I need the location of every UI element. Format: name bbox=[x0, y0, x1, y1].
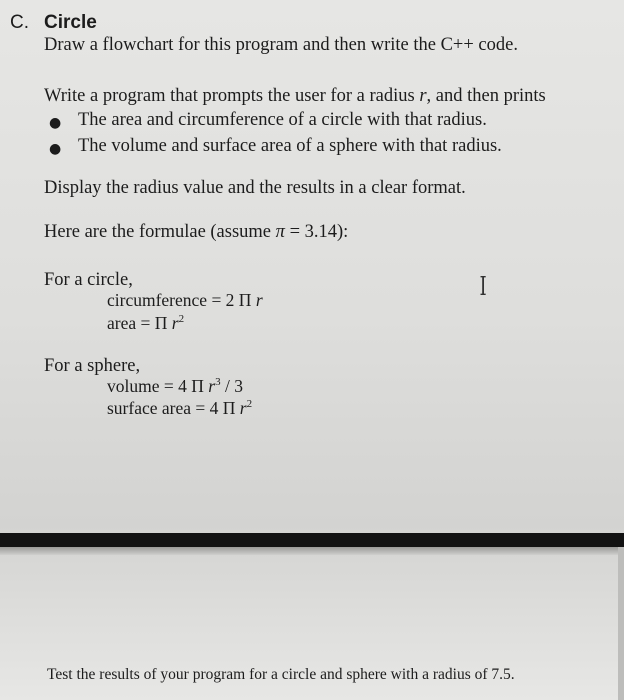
section-letter: C. bbox=[10, 12, 29, 33]
sphere-heading: For a sphere, bbox=[44, 356, 141, 376]
task-instruction: Draw a flowchart for this program and then write the C++ code. bbox=[44, 35, 518, 55]
formula-variable: r bbox=[208, 376, 216, 396]
formula-label: surface area bbox=[107, 398, 192, 418]
page-edge bbox=[618, 547, 624, 700]
radius-variable: r bbox=[419, 86, 427, 106]
program-intro-suffix: , and then prints bbox=[426, 86, 546, 106]
program-intro bbox=[44, 86, 546, 107]
formula-expression: = 2 Π bbox=[211, 290, 256, 310]
circumference-formula bbox=[107, 290, 263, 311]
surface-area-formula bbox=[107, 398, 252, 419]
formula-label: area bbox=[107, 313, 137, 333]
formula-variable: r bbox=[239, 398, 247, 418]
pi-symbol: π bbox=[275, 222, 285, 242]
formulae-intro-suffix: = 3.14): bbox=[284, 222, 349, 242]
formula-tail: / 3 bbox=[220, 376, 243, 396]
test-instruction: Test the results of your program for a circle and sphere with a radius of 7.5. bbox=[47, 666, 515, 683]
program-intro-prefix: Write a program that prompts the user for a radius bbox=[44, 86, 420, 106]
area-formula bbox=[107, 313, 184, 334]
formula-exponent: 3 bbox=[215, 376, 221, 388]
text-cursor-icon: I bbox=[479, 272, 487, 302]
volume-formula bbox=[107, 376, 243, 397]
formulae-intro-prefix: Here are the formulae (assume bbox=[44, 222, 276, 242]
formula-variable: r bbox=[255, 290, 263, 310]
formula-exponent: 2 bbox=[178, 313, 185, 325]
formula-label: circumference bbox=[107, 290, 208, 310]
bullet-item: The volume and surface area of a sphere with that radius. bbox=[78, 136, 502, 156]
display-instruction: Display the radius value and the results in a clear format. bbox=[44, 178, 466, 198]
formula-expression: = 4 Π bbox=[195, 398, 240, 418]
formulae-intro bbox=[44, 222, 348, 243]
formula-exponent: 2 bbox=[246, 398, 253, 410]
page-divider bbox=[0, 533, 624, 547]
divider-shadow bbox=[0, 547, 624, 555]
formula-label: volume bbox=[107, 376, 160, 396]
bullet-icon: ● bbox=[49, 115, 62, 131]
formula-expression: = Π bbox=[140, 313, 172, 333]
circle-heading: For a circle, bbox=[44, 270, 133, 290]
bullet-item: The area and circumference of a circle with that radius. bbox=[78, 110, 487, 130]
formula-variable: r bbox=[171, 313, 179, 333]
formula-expression: = 4 Π bbox=[163, 376, 209, 396]
section-title: Circle bbox=[44, 12, 97, 33]
bullet-icon: ● bbox=[49, 141, 62, 157]
